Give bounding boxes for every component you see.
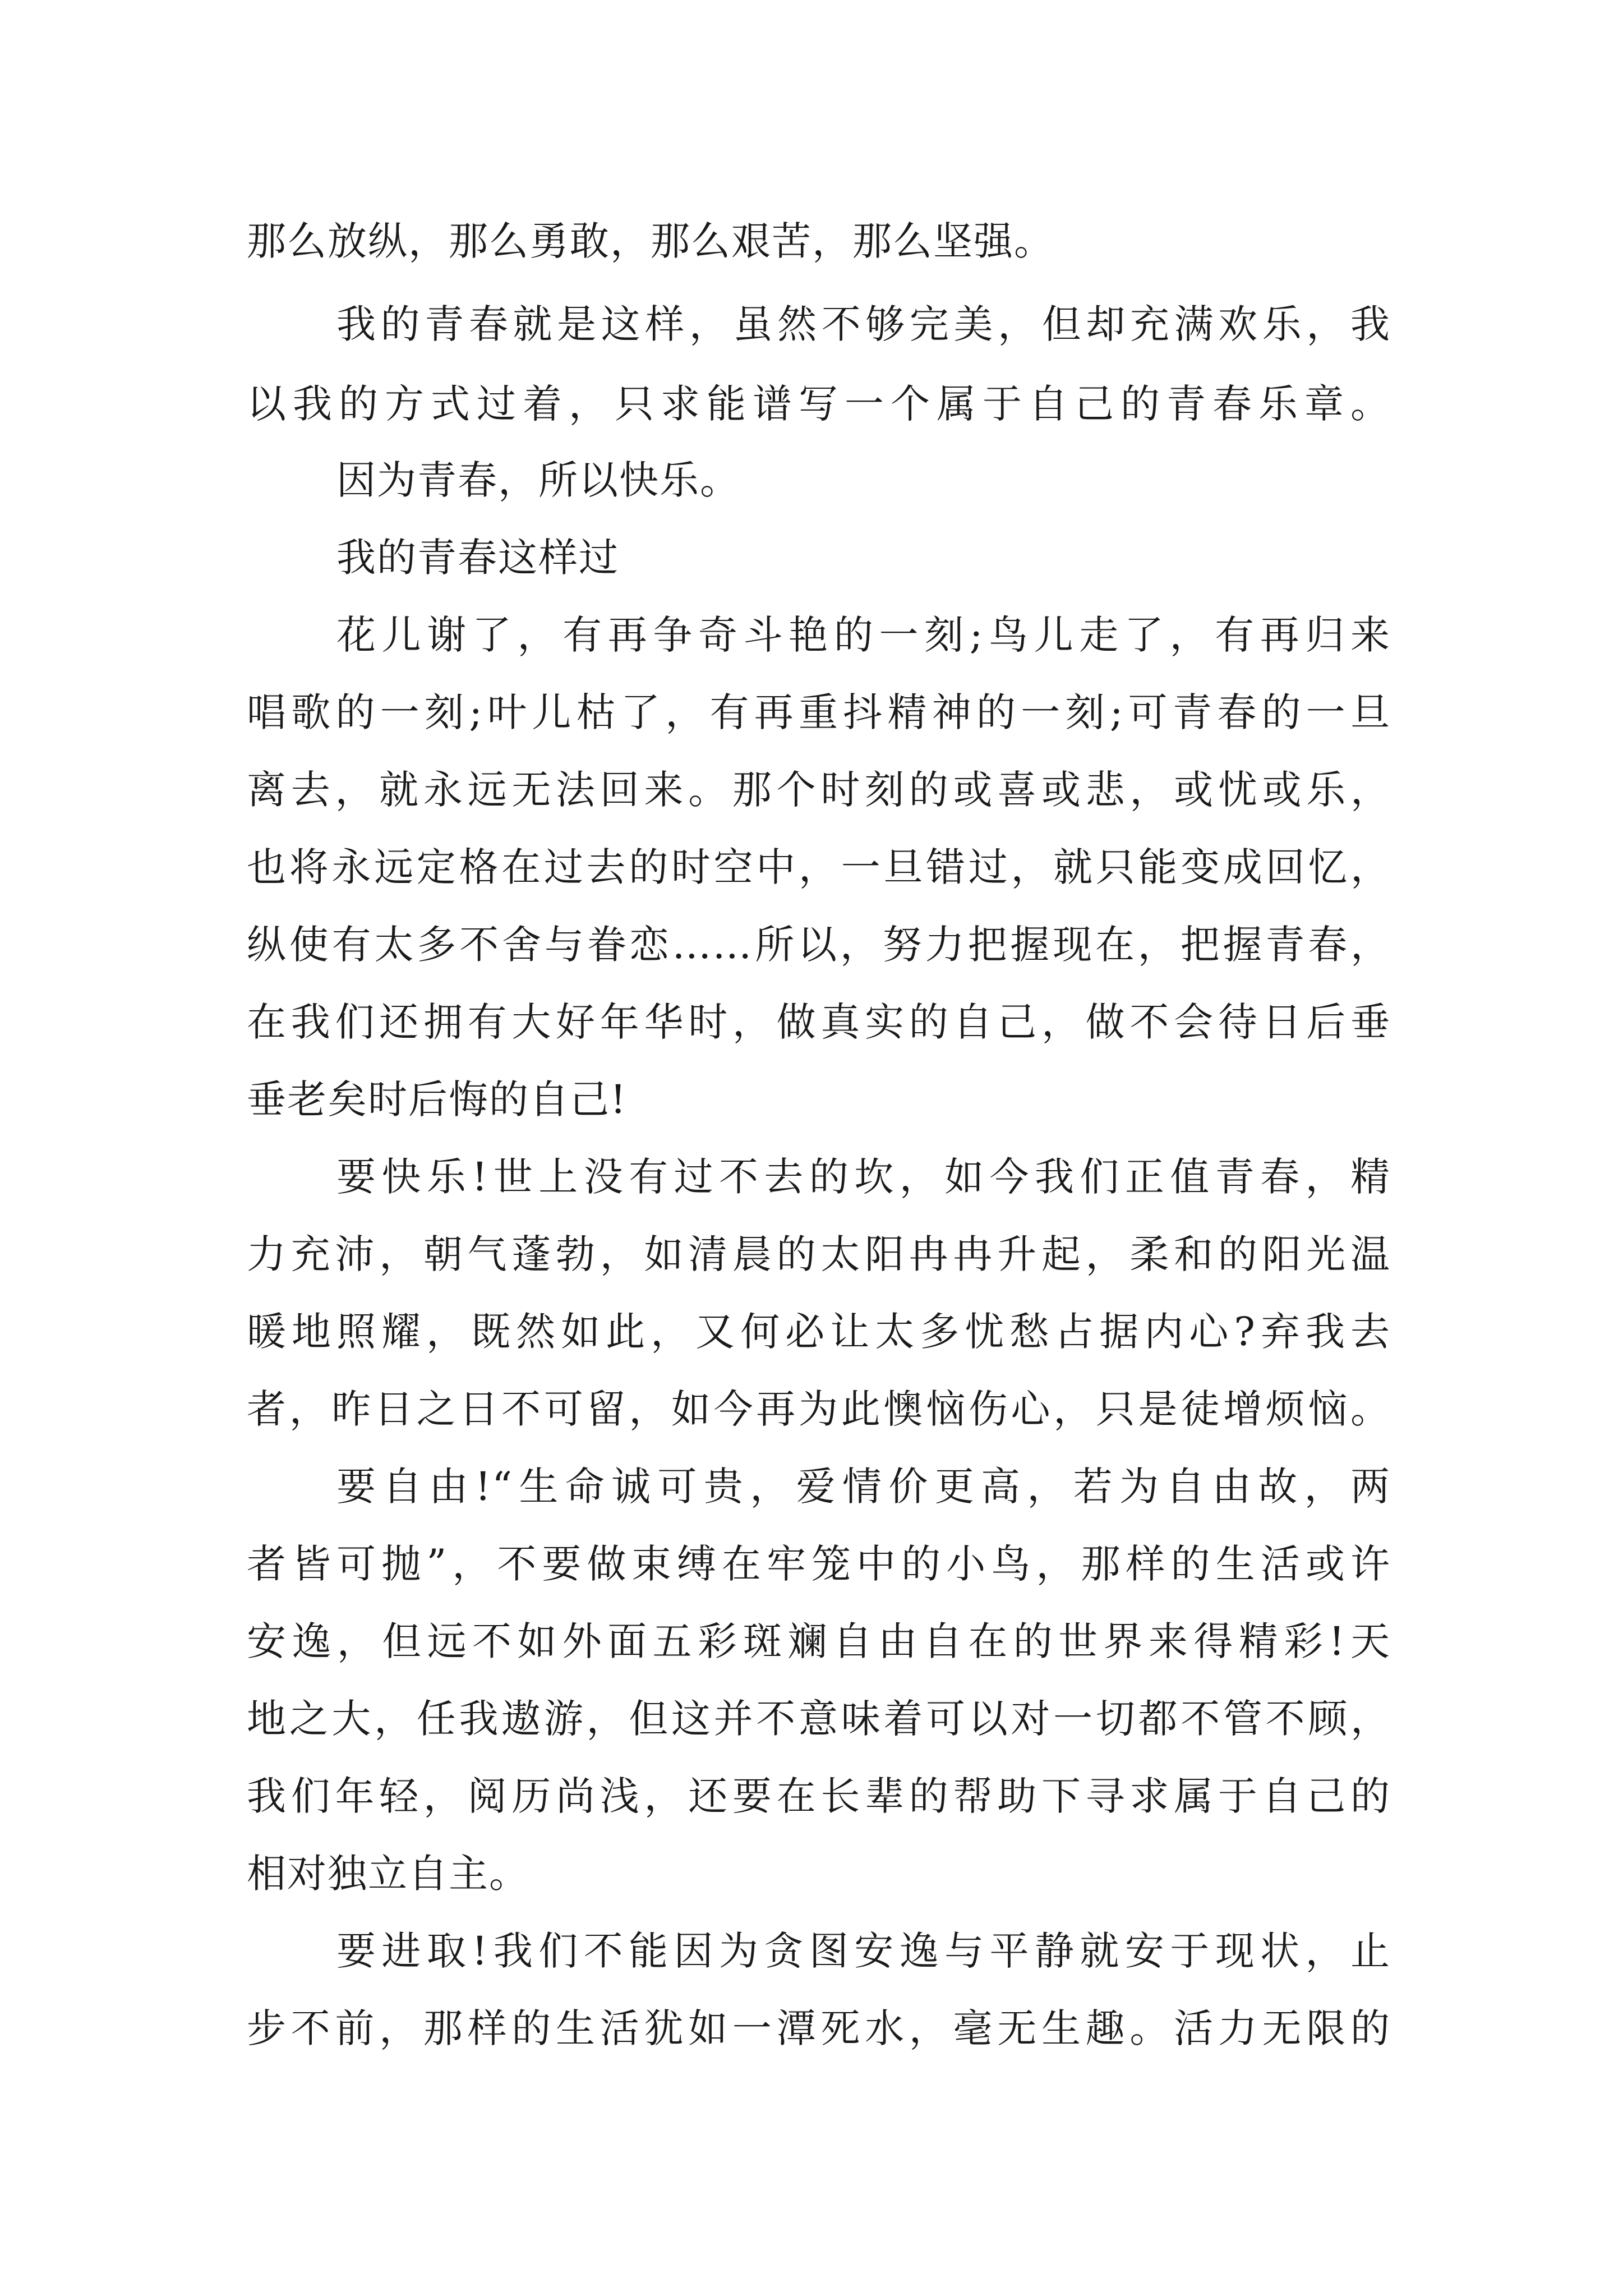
paragraph-line: 者皆可抛”，不要做束缚在牢笼中的小鸟，那样的生活或许 xyxy=(247,1541,1391,1587)
paragraph-line: 也将永远定格在过去的时空中，一旦错过，就只能变成回忆， xyxy=(247,844,1391,890)
paragraph-line: 唱歌的一刻;叶儿枯了，有再重抖精神的一刻;可青春的一旦 xyxy=(247,689,1391,735)
paragraph-line: 在我们还拥有大好年华时，做真实的自己，做不会待日后垂 xyxy=(247,999,1391,1045)
paragraph-line: 步不前，那样的生活犹如一潭死水，毫无生趣。活力无限的 xyxy=(247,2005,1391,2051)
paragraph-line: 暖地照耀，既然如此，又何必让太多忧愁占据内心?弃我去 xyxy=(247,1309,1391,1355)
paragraph-line: 相对独立自主。 xyxy=(247,1851,529,1897)
paragraph-line: 我的青春就是这样，虽然不够完美，但却充满欢乐，我 xyxy=(336,301,1391,347)
paragraph-line: 我们年轻，阅历尚浅，还要在长辈的帮助下寻求属于自己的 xyxy=(247,1773,1391,1819)
paragraph-line: 离去，就永远无法回来。那个时刻的或喜或悲，或忧或乐， xyxy=(247,767,1391,813)
paragraph-line: 安逸，但远不如外面五彩斑斓自由自在的世界来得精彩!天 xyxy=(247,1618,1391,1664)
paragraph-line: 者，昨日之日不可留，如今再为此懊恼伤心，只是徒增烦恼。 xyxy=(247,1386,1391,1432)
paragraph-line: 因为青春，所以快乐。 xyxy=(336,457,740,503)
paragraph-line: 以我的方式过着，只求能谱写一个属于自己的青春乐章。 xyxy=(247,381,1391,427)
paragraph-line: 垂老矣时后悔的自己! xyxy=(247,1076,628,1122)
paragraph-line: 纵使有太多不舍与眷恋……所以，努力把握现在，把握青春， xyxy=(247,922,1391,968)
paragraph-line: 要快乐!世上没有过不去的坎，如今我们正值青春，精 xyxy=(336,1154,1391,1200)
paragraph-line: 花儿谢了，有再争奇斗艳的一刻;鸟儿走了，有再归来 xyxy=(336,612,1391,658)
paragraph-line: 要自由!“生命诚可贵，爱情价更高，若为自由故，两 xyxy=(336,1464,1391,1510)
section-heading: 我的青春这样过 xyxy=(336,535,619,581)
paragraph-line: 力充沛，朝气蓬勃，如清晨的太阳冉冉升起，柔和的阳光温 xyxy=(247,1231,1391,1277)
paragraph-line: 地之大，任我遨游，但这并不意味着可以对一切都不管不顾， xyxy=(247,1696,1391,1742)
paragraph-line: 那么放纵，那么勇敢，那么艰苦，那么坚强。 xyxy=(247,218,1054,264)
paragraph-line: 要进取!我们不能因为贪图安逸与平静就安于现状，止 xyxy=(336,1928,1391,1974)
